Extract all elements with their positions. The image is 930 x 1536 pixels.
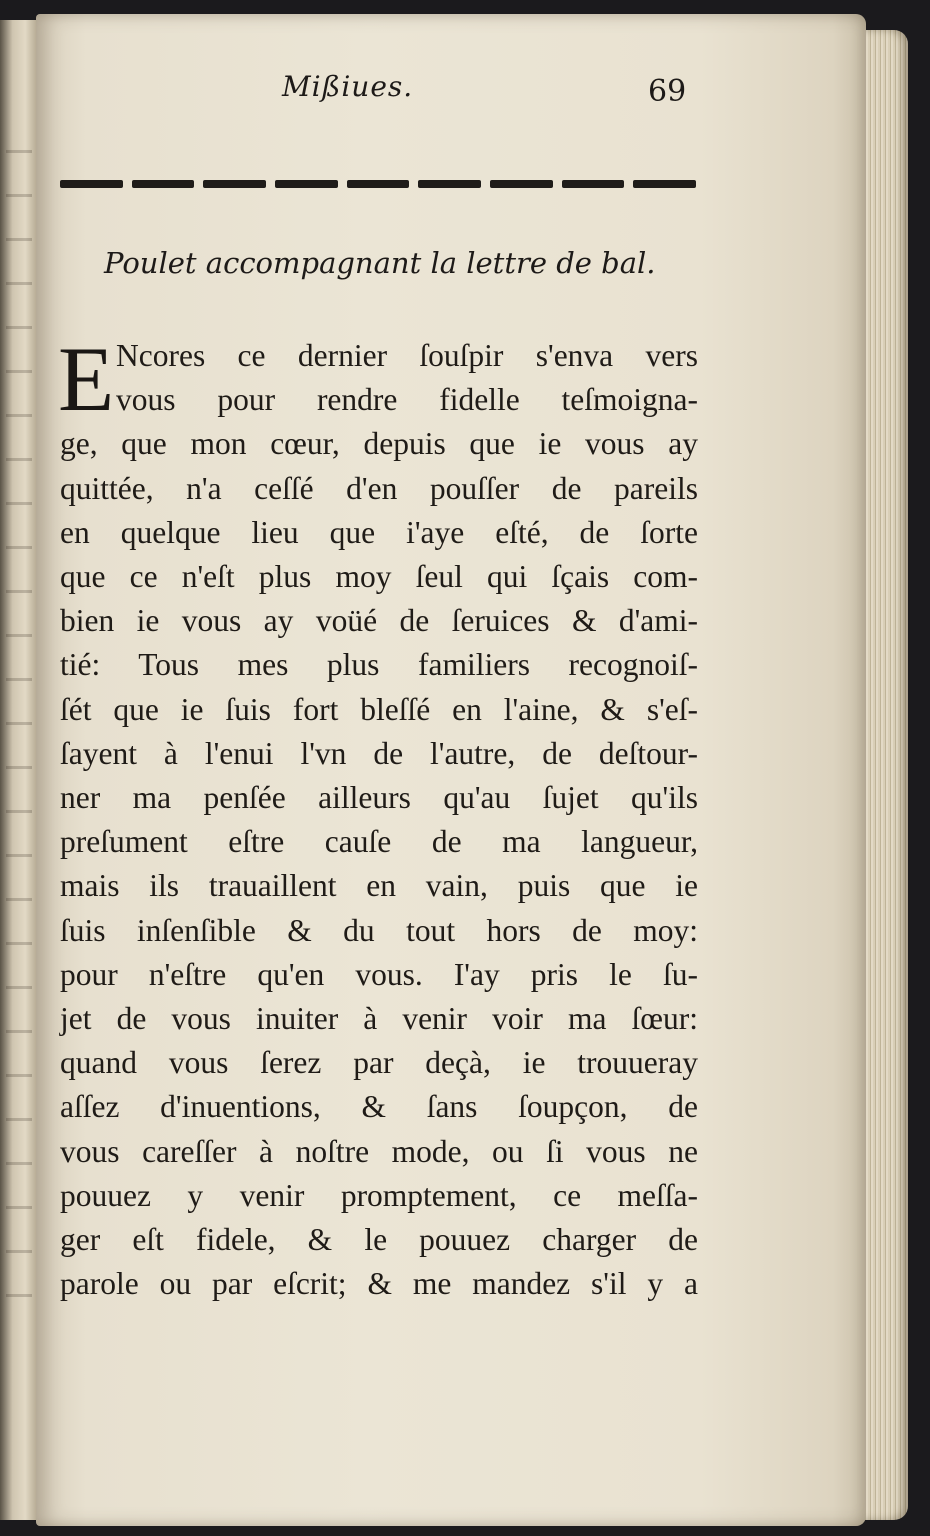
text-line: ſayent à l'enui l'vn de l'autre, de deſtour-: [60, 735, 698, 771]
body-text: [58, 328, 698, 1306]
drop-cap: E: [58, 328, 115, 430]
text-line: bien ie vous ay voüé de ſeruices & d'ami-: [60, 603, 698, 639]
text-line: pour n'eſtre qu'en vous. I'ay pris le ſu-: [60, 956, 698, 992]
text-line: ge, que mon cœur, depuis que ie vous ay: [60, 426, 698, 462]
text-line: quand vous ſerez par deçà, ie trouueray: [60, 1045, 698, 1081]
text-line: vous careſſer à noſtre mode, ou ſi vous ne: [60, 1133, 698, 1169]
facing-page-edge: [0, 20, 36, 1520]
text-line: que ce n'eſt plus moy ſeul qui ſçais com-: [60, 559, 698, 595]
text-line: jet de vous inuiter à venir voir ma ſœur:: [60, 1001, 698, 1037]
letter-heading: Poulet accompagnant la lettre de bal.: [104, 246, 656, 280]
text-line: ſét que ie ſuis fort bleſſé en l'aine, & s'eſ-: [60, 691, 698, 727]
text-line: tié: Tous mes plus familiers recognoiſ-: [60, 647, 698, 683]
text-line: quittée, n'a ceſſé d'en pouſſer de pareils: [60, 470, 698, 506]
text-line: mais ils trauaillent en vain, puis que ie: [60, 868, 698, 904]
running-head: Mißiues.: [282, 70, 414, 103]
text-line: ner ma penſée ailleurs qu'au ſujet qu'ils: [60, 780, 698, 816]
text-line: aſſez d'inuentions, & ſans ſoupçon, de: [60, 1089, 698, 1125]
text-line: Ncores ce dernier ſouſpir s'enva vers: [116, 338, 698, 373]
page-number: 69: [648, 74, 687, 109]
text-line: vous pour rendre fidelle teſmoigna-: [116, 382, 698, 418]
text-line: ſuis inſenſible & du tout hors de moy:: [60, 912, 698, 948]
ornamental-rule: [60, 180, 696, 188]
text-line: ger eſt fidele, & le pouuez charger de: [60, 1222, 698, 1258]
facing-page-text-fragments: [6, 120, 32, 1320]
text-line: en quelque lieu que i'aye eſté, de ſorte: [60, 514, 698, 550]
text-line: pouuez y venir promptement, ce meſſa-: [60, 1177, 698, 1213]
text-line: preſument eſtre cauſe de ma langueur,: [60, 824, 698, 860]
text-line: parole ou par eſcrit; & me mandez s'il y a: [60, 1266, 698, 1302]
